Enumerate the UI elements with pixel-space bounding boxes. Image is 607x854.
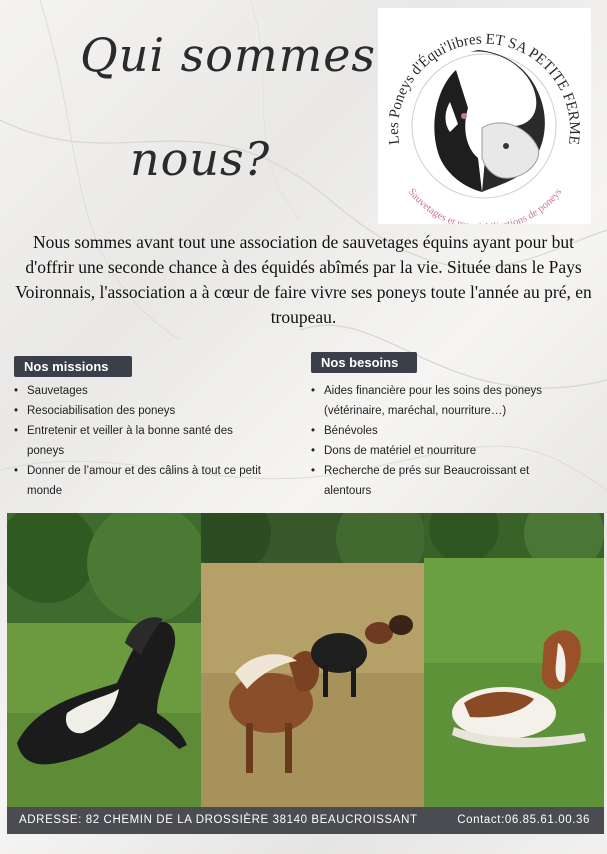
list-item: • Entretenir et veiller à la bonne santé des poneys	[14, 421, 264, 461]
intro-paragraph: Nous sommes avant tout une association de sauvetages équins ayant pour but d'offrir une seconde chance à des équidés abîmés par la vie. Située dans le Pays Voironnais, l'association a à cœur de faire vivre ses poneys toute l'année au pré, en troupeau.	[15, 232, 592, 327]
besoins-heading: Nos besoins	[311, 352, 417, 373]
list-item: • Resociabilisation des poneys	[14, 401, 264, 421]
page-title-line2: nous?	[130, 132, 271, 186]
list-item: • Recherche de prés sur Beaucroissant et alentours	[311, 461, 556, 501]
logo-tagline: Sauvetages et r ions de poneys	[405, 186, 565, 224]
photo-foal-lying	[424, 513, 604, 807]
photo-rearing-pony	[7, 513, 201, 807]
missions-list	[14, 381, 264, 501]
besoins-list	[311, 381, 556, 501]
list-item: • Dons de matériel et nourriture	[311, 441, 556, 461]
footer-address: ADRESSE: 82 CHEMIN DE LA DROSSIÈRE 38140 BEAUCROISSANT	[19, 814, 418, 826]
association-logo	[378, 8, 591, 224]
list-item: • Aides financière pour les soins des poneys (vétérinaire, maréchal, nourriture…)	[311, 381, 556, 421]
missions-heading: Nos missions	[14, 356, 132, 377]
footer-bar	[7, 807, 604, 834]
logo-text: Les Poneys d'Équi'libres ET SA PETITE FERME	[385, 31, 583, 146]
photo-strip	[7, 513, 604, 807]
list-item: • Sauvetages	[14, 381, 264, 401]
list-item: • Bénévoles	[311, 421, 556, 441]
photo-herd-in-field	[201, 513, 424, 807]
list-item: • Donner de l’amour et des câlins à tout ce petit monde	[14, 461, 264, 501]
page-title-line1: Qui sommes	[80, 28, 377, 82]
footer-contact[interactable]: Contact:06.85.61.00.36	[457, 814, 590, 826]
